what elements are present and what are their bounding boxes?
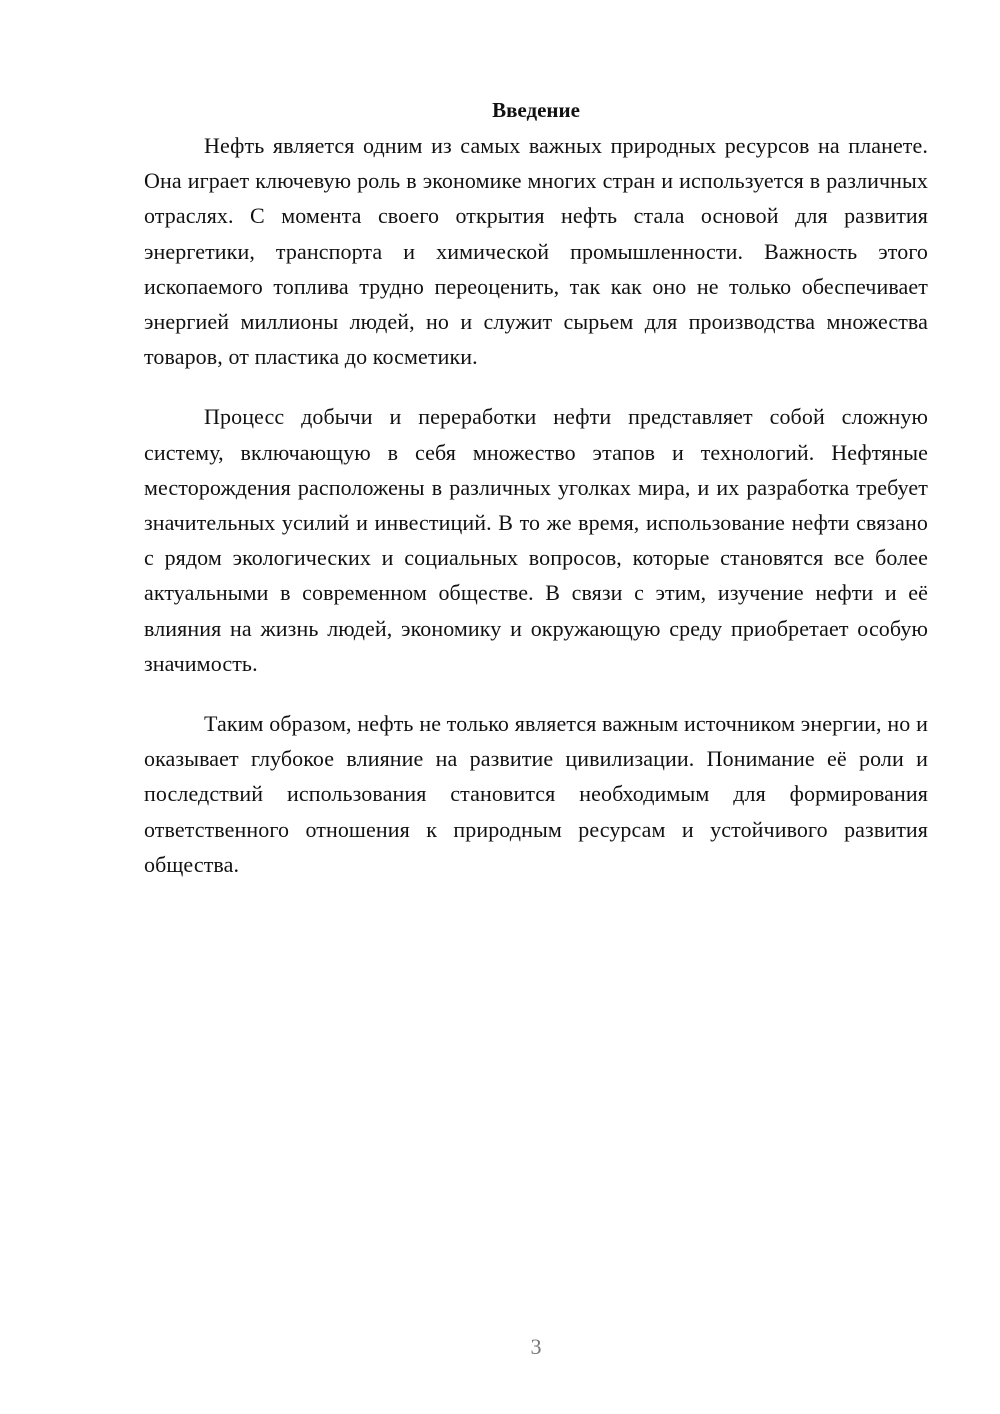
paragraph-2: Процесс добычи и переработки нефти представляет собой сложную систему, включающую в себя множество этапов и технологий. Нефтяные месторождения расположены в различных уголках мира, и их разработка требует значительных усилий и инвестиций. В то же время, использование нефти связано с рядом экологических и социальных вопросов, которые становятся все более актуальными в современном обществе. В связи с этим, изучение нефти и её влияния на жизнь людей, экономику и окружающую среду приобретает особую значимость. [144, 404, 928, 676]
page-content [144, 95, 928, 907]
section-title: Введение [492, 98, 580, 122]
paragraph-3: Таким образом, нефть не только является важным источником энергии, но и оказывает глубокое влияние на развитие цивилизации. Понимание её роли и последствий использования становится необходимым для формирования ответственного отношения к природным ресурсам и устойчивого развития общества. [144, 711, 928, 877]
paragraph-1: Нефть является одним из самых важных природных ресурсов на планете. Она играет ключевую роль в экономике многих стран и используется в различных отраслях. С момента своего открытия нефть стала основой для развития энергетики, транспорта и химической промышленности. Важность этого ископаемого топлива трудно переоценить, так как оно не только обеспечивает энергией миллионы людей, но и служит сырьем для производства множества товаров, от пластика до косметики. [144, 133, 928, 370]
page-number: 3 [530, 1334, 542, 1359]
